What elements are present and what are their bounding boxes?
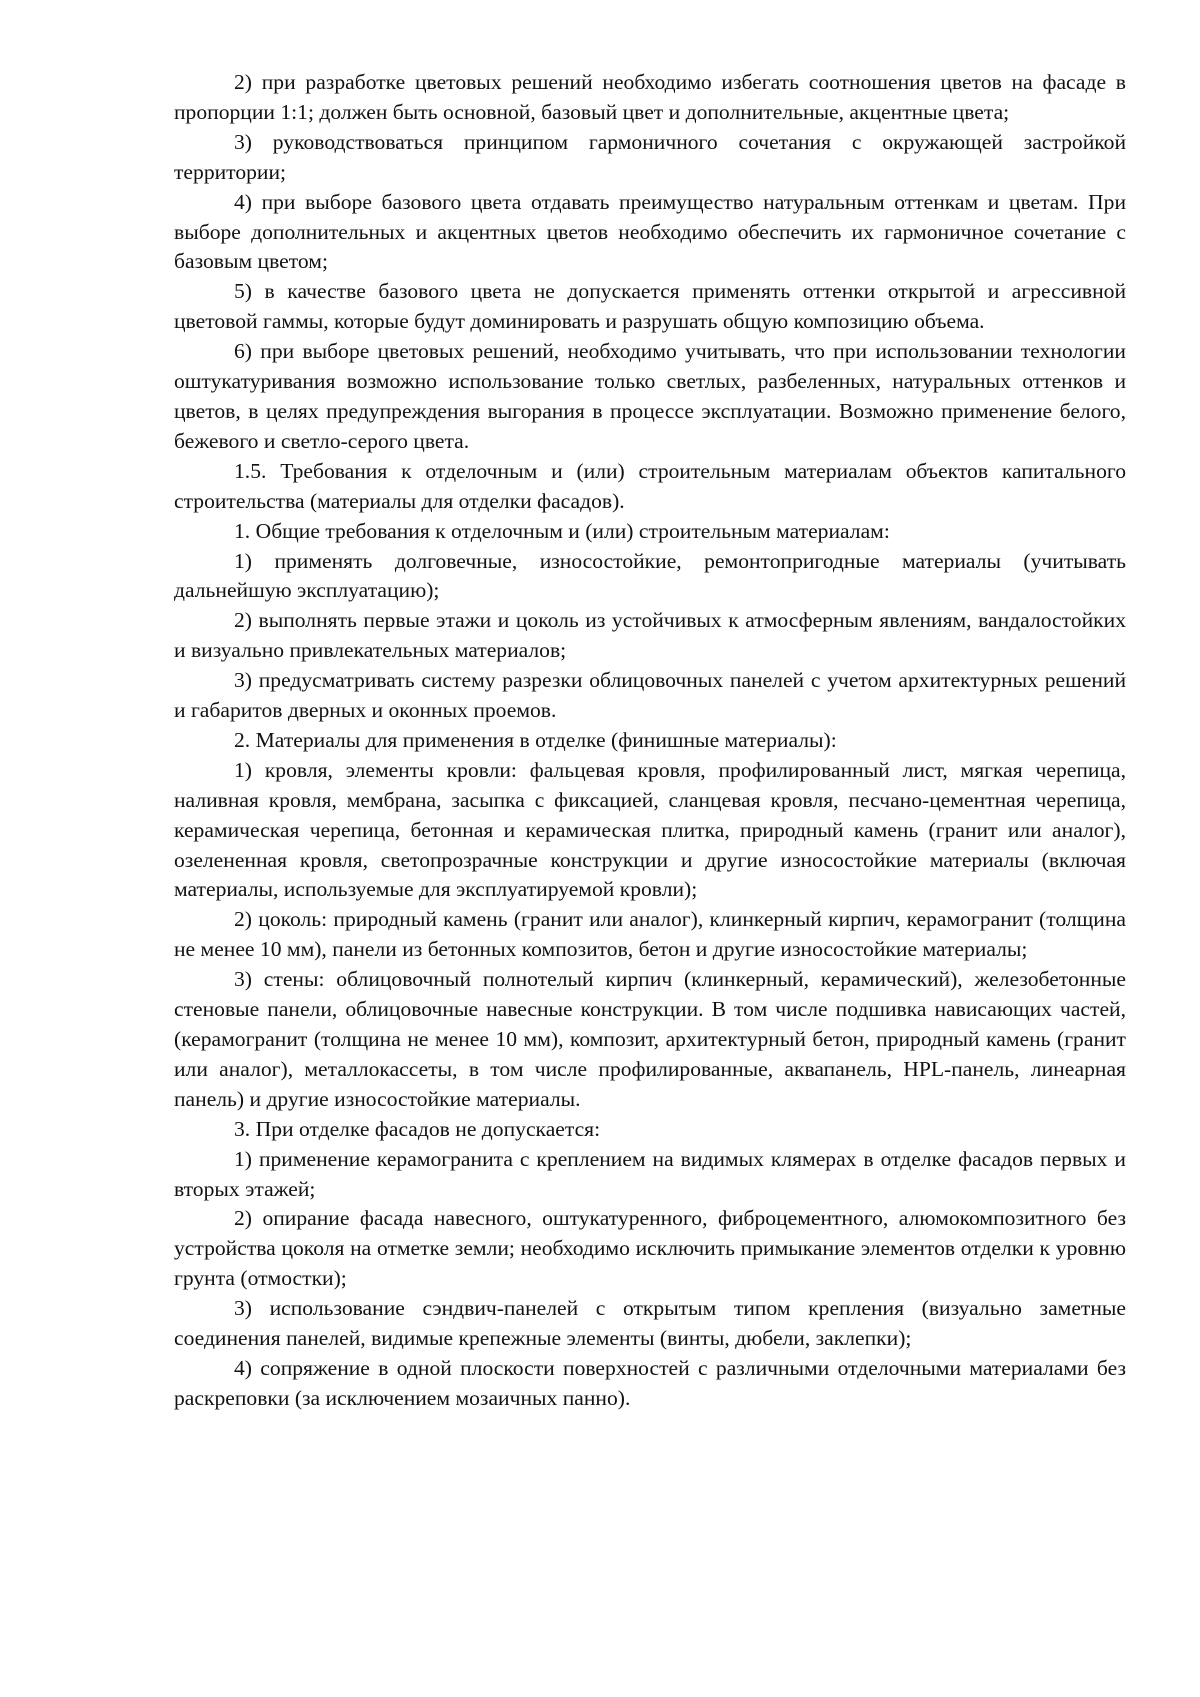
paragraph-durable-materials: 1) применять долговечные, износостойкие, ремонтопригодные материалы (учитывать дальнейшую эксплуатацию); — [174, 548, 1126, 603]
paragraph-facade-support: 2) опирание фасада навесного, оштукатуренного, фиброцементного, алюмокомпозитного без устройства цоколя на отметке земли; необходимо исключить примыкание элементов отделки к уровню грунта (отмостки); — [174, 1206, 1126, 1291]
subsection-finishing-materials: 2. Материалы для применения в отделке (финишные материалы): — [234, 727, 837, 752]
paragraph-base-color-natural: 4) при выборе базового цвета отдавать преимущество натуральным оттенкам и цветам. При выборе дополнительных и акцентных цветов необходимо обеспечить их гармоничное сочетание с базовым цветом; — [174, 189, 1126, 274]
paragraph-plaster-colors: 6) при выборе цветовых решений, необходимо учитывать, что при использовании технологии оштукатуривания возможно использование только светлых, разбеленных, натуральных оттенков и цветов, в целях предупреждения выгорания в процессе эксплуатации. Возможно применение белого, бежевого и светло-серого цвета. — [174, 339, 1126, 453]
subsection-not-allowed: 3. При отделке фасадов не допускается: — [234, 1116, 601, 1141]
paragraph-sandwich-panels: 3) использование сэндвич-панелей с открытым типом крепления (визуально заметные соединения панелей, видимые крепежные элементы (винты, дюбели, заклепки); — [174, 1296, 1126, 1351]
paragraph-plinth: 2) цоколь: природный камень (гранит или аналог), клинкерный кирпич, керамогранит (толщина не менее 10 мм), панели из бетонных композитов, бетон и другие износостойкие материалы; — [174, 907, 1126, 962]
paragraph-plane-junction: 4) сопряжение в одной плоскости поверхностей с различными отделочными материалами без раскреповки (за исключением мозаичных панно). — [174, 1355, 1126, 1410]
paragraph-ground-floors-plinth: 2) выполнять первые этажи и цоколь из устойчивых к атмосферным явлениям, вандалостойких и визуально привлекательных материалов; — [174, 608, 1126, 663]
section-heading-1-5: 1.5. Требования к отделочным и (или) строительным материалам объектов капитального строительства (материалы для отделки фасадов). — [174, 458, 1126, 513]
paragraph-visible-clamps: 1) применение керамогранита с креплением на видимых клямерах в отделке фасадов первых и вторых этажей; — [174, 1146, 1126, 1201]
paragraph-panel-layout: 3) предусматривать систему разрезки облицовочных панелей с учетом архитектурных решений и габаритов дверных и оконных проемов. — [174, 668, 1126, 723]
paragraph-no-aggressive-colors: 5) в качестве базового цвета не допускается применять оттенки открытой и агрессивной цветовой гаммы, которые будут доминировать и разрушать общую композицию объема. — [174, 279, 1126, 334]
subsection-general-requirements: 1. Общие требования к отделочным и (или) строительным материалам: — [234, 518, 890, 543]
paragraph-harmony-surroundings: 3) руководствоваться принципом гармоничного сочетания с окружающей застройкой территории; — [174, 129, 1126, 184]
document-page — [174, 68, 1126, 1414]
paragraph-walls: 3) стены: облицовочный полнотелый кирпич (клинкерный, керамический), железобетонные стеновые панели, облицовочные навесные конструкции. В том числе подшивка нависающих частей, (керамогранит (толщина не менее 10 мм), композит, архитектурный бетон, природный камень (гранит или аналог), металлокассеты, в том числе профилированные, аквапанель, HPL-панель, линеарная панель) и другие износостойкие материалы. — [174, 967, 1126, 1111]
paragraph-color-proportion: 2) при разработке цветовых решений необходимо избегать соотношения цветов на фасаде в пропорции 1:1; должен быть основной, базовый цвет и дополнительные, акцентные цвета; — [174, 70, 1126, 124]
paragraph-roofing: 1) кровля, элементы кровли: фальцевая кровля, профилированный лист, мягкая черепица, наливная кровля, мембрана, засыпка с фиксацией, сланцевая кровля, песчано-цементная черепица, керамическая черепица, бетонная и керамическая плитка, природный камень (гранит или аналог), озелененная кровля, светопрозрачные конструкции и другие износостойкие материалы (включая материалы, используемые для эксплуатируемой кровли); — [174, 757, 1126, 902]
